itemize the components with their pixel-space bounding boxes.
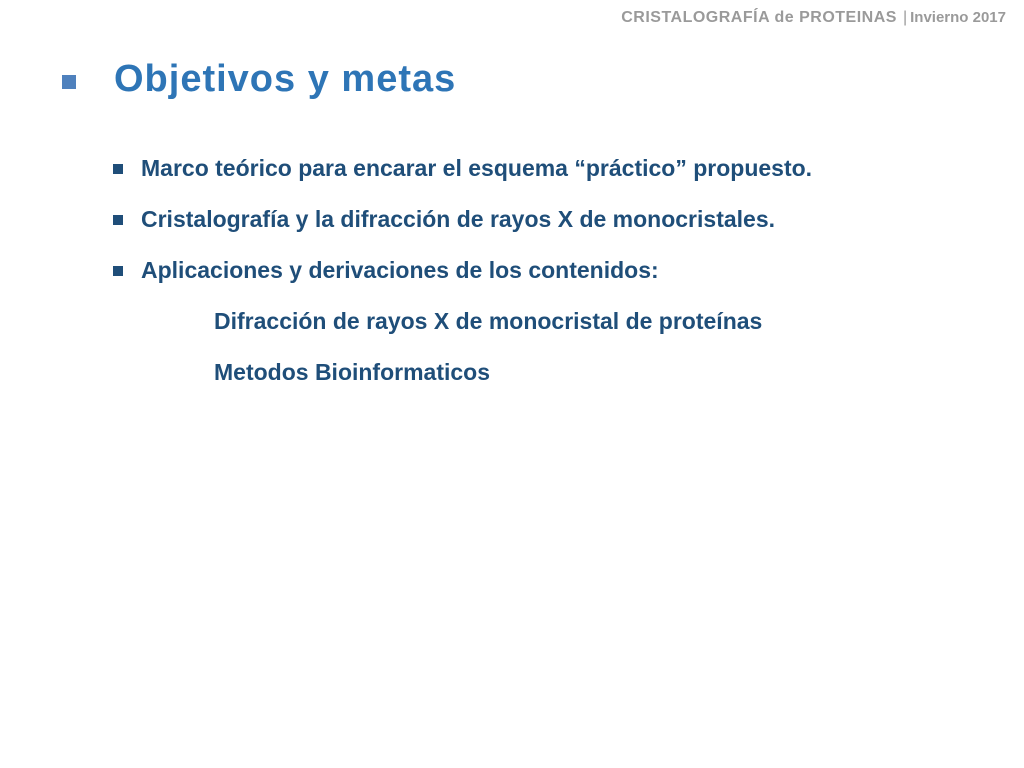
bullet-text: Cristalografía y la difracción de rayos X de monocristales. — [141, 206, 776, 232]
title-row — [62, 58, 456, 101]
slide-header — [621, 9, 1006, 27]
square-bullet-icon — [113, 266, 123, 276]
sub-item: Difracción de rayos X de monocristal de proteínas — [214, 308, 763, 334]
bullet-item — [113, 194, 993, 245]
bullet-item — [113, 143, 993, 194]
bullet-text: Marco teórico para encarar el esquema “práctico” propuesto. — [141, 155, 813, 181]
bullet-text: Aplicaciones y derivaciones de los contenidos: — [141, 257, 659, 283]
square-bullet-icon — [62, 75, 76, 89]
square-bullet-icon — [113, 164, 123, 174]
term-label: Invierno 2017 — [910, 9, 1006, 26]
slide-title: Objetivos y metas — [114, 58, 457, 100]
course-name: CRISTALOGRAFÍA de PROTEINAS — [621, 9, 897, 26]
header-separator: | — [902, 9, 908, 26]
square-bullet-icon — [113, 215, 123, 225]
slide-body — [113, 143, 993, 398]
bullet-item — [113, 245, 993, 296]
sub-item: Metodos Bioinformaticos — [214, 359, 491, 385]
